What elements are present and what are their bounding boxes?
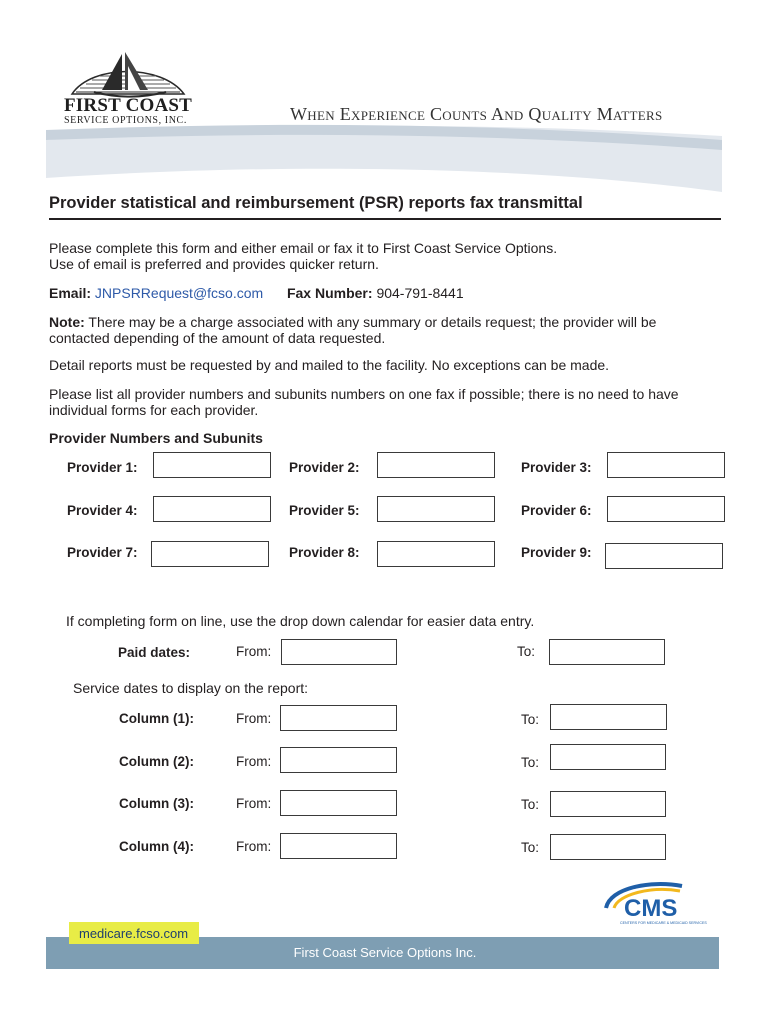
column-1-from-label: From:: [236, 711, 272, 726]
provider-3-input[interactable]: [607, 452, 725, 478]
column-3-label: Column (3):: [119, 796, 194, 811]
website-link[interactable]: medicare.fcso.com: [69, 922, 199, 944]
column-3-from-input[interactable]: [280, 790, 397, 816]
provider-2-input[interactable]: [377, 452, 495, 478]
provider-7-input[interactable]: [151, 541, 269, 567]
paid-from-label: From:: [236, 644, 272, 659]
providers-heading: Provider Numbers and Subunits: [49, 430, 263, 446]
provider-6-label: Provider 6:: [521, 503, 592, 518]
paid-from-input[interactable]: [281, 639, 397, 665]
column-1-to-label: To:: [521, 712, 540, 727]
column-4-from-input[interactable]: [280, 833, 397, 859]
paid-dates-label: Paid dates:: [118, 645, 191, 660]
provider-3-label: Provider 3:: [521, 460, 592, 475]
column-3-from-label: From:: [236, 796, 272, 811]
cms-logo-text: CMS: [624, 895, 678, 922]
column-2-from-input[interactable]: [280, 747, 397, 773]
note-text: There may be a charge associated with any summary or details request; the provider will be contacted depending of the amount of data requested.: [49, 314, 657, 346]
provider-5-input[interactable]: [377, 496, 495, 522]
online-note: If completing form on line, use the drop down calendar for easier data entry.: [66, 613, 535, 629]
note-label: Note:: [49, 314, 85, 330]
intro-line-2: Use of email is preferred and provides quicker return.: [49, 256, 379, 272]
provider-9-label: Provider 9:: [521, 545, 592, 560]
provider-2-label: Provider 2:: [289, 460, 360, 475]
column-4-from-label: From:: [236, 839, 272, 854]
fax-number: 904-791-8441: [376, 285, 464, 301]
provider-6-input[interactable]: [607, 496, 725, 522]
column-1-label: Column (1):: [119, 711, 194, 726]
email-label: Email:: [49, 285, 92, 301]
provider-8-input[interactable]: [377, 541, 495, 567]
fax-label: Fax Number:: [286, 285, 373, 301]
column-2-to-input[interactable]: [550, 744, 666, 770]
tagline: When Experience Counts And Quality Matters: [290, 104, 663, 124]
service-dates-note: Service dates to display on the report:: [73, 680, 309, 696]
column-2-to-label: To:: [521, 755, 540, 770]
contact-line: [49, 285, 721, 301]
page-title: Provider statistical and reimbursement (PSR) reports fax transmittal: [49, 194, 583, 212]
cms-logo-subtext: CENTERS FOR MEDICARE & MEDICAID SERVICES: [620, 921, 707, 925]
note-paragraph: [49, 314, 721, 346]
detail-paragraph: Detail reports must be requested by and mailed to the facility. No exceptions can be made.: [49, 357, 610, 373]
column-1-to-input[interactable]: [550, 704, 667, 730]
title-divider: [49, 218, 721, 220]
column-4-to-label: To:: [521, 840, 540, 855]
company-subtitle: SERVICE OPTIONS, INC.: [64, 115, 187, 126]
column-3-to-label: To:: [521, 797, 540, 812]
list-paragraph: Please list all provider numbers and subunits numbers on one fax if possible; there is no need to have individual forms for each provider.: [49, 386, 679, 418]
provider-5-label: Provider 5:: [289, 503, 360, 518]
cms-logo-icon: [600, 878, 720, 928]
intro-paragraph: [49, 240, 721, 272]
provider-4-input[interactable]: [153, 496, 271, 522]
paid-to-label: To:: [517, 644, 536, 659]
email-link[interactable]: JNPSRRequest@fcso.com: [94, 285, 264, 301]
provider-1-label: Provider 1:: [67, 460, 138, 475]
provider-8-label: Provider 8:: [289, 545, 360, 560]
provider-4-label: Provider 4:: [67, 503, 138, 518]
footer-company: First Coast Service Options Inc.: [293, 945, 477, 960]
column-4-to-input[interactable]: [550, 834, 666, 860]
column-1-from-input[interactable]: [280, 705, 397, 731]
provider-9-input[interactable]: [605, 543, 723, 569]
provider-1-input[interactable]: [153, 452, 271, 478]
company-name: FIRST COAST: [64, 95, 193, 116]
column-2-label: Column (2):: [119, 754, 194, 769]
column-4-label: Column (4):: [119, 839, 194, 854]
intro-line-1: Please complete this form and either email or fax it to First Coast Service Options.: [49, 240, 558, 256]
paid-to-input[interactable]: [549, 639, 665, 665]
column-3-to-input[interactable]: [550, 791, 666, 817]
column-2-from-label: From:: [236, 754, 272, 769]
provider-7-label: Provider 7:: [67, 545, 138, 560]
